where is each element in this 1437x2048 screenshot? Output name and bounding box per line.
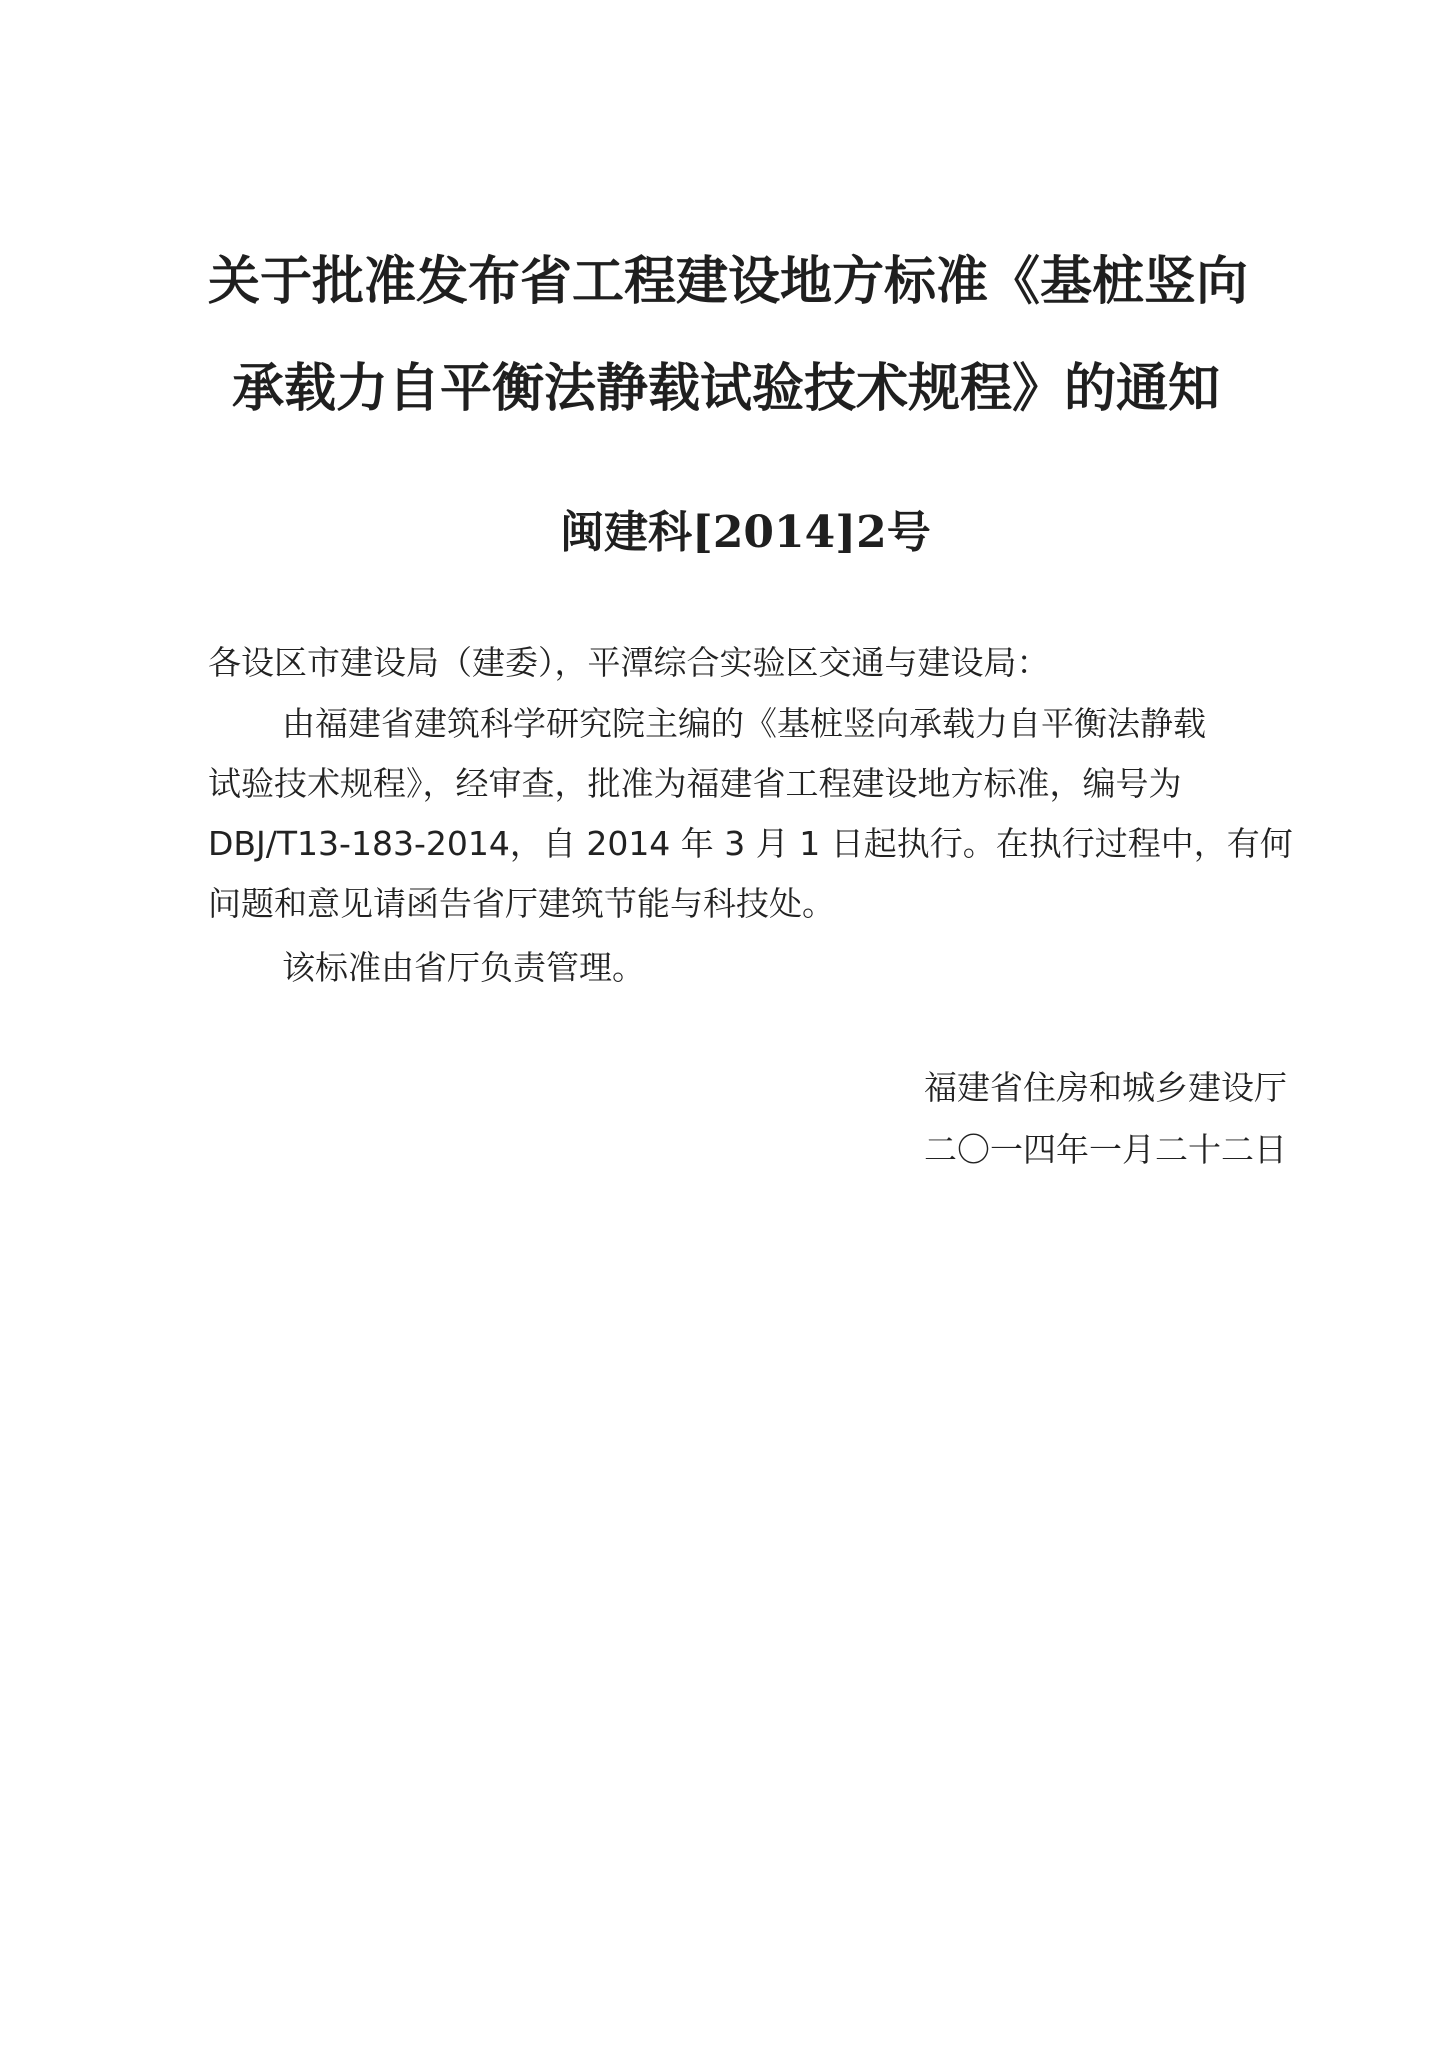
issuer-signature: 福建省住房和城乡建设厅 [924, 1068, 1287, 1107]
paragraph-1-line-4: 问题和意见请函告省厅建筑节能与科技处。 [208, 884, 835, 923]
title-line-1: 关于批准发布省工程建设地方标准《基桩竖向 [208, 252, 1249, 312]
paragraph-1-line-1: 由福建省建筑科学研究院主编的《基桩竖向承载力自平衡法静载 [282, 704, 1206, 743]
title-line-2: 承载力自平衡法静载试验技术规程》的通知 [232, 359, 1221, 419]
paragraph-1-line-3: DBJ/T13-183-2014，自 2014 年 3 月 1 日起执行。在执行过程中，有何 [208, 824, 1293, 863]
issue-date: 二〇一四年一月二十二日 [924, 1130, 1287, 1169]
document-number: 闽建科[2014]2号 [560, 507, 931, 558]
paragraph-1-line-2: 试验技术规程》，经审查，批准为福建省工程建设地方标准，编号为 [208, 764, 1182, 803]
addressee: 各设区市建设局（建委），平潭综合实验区交通与建设局： [208, 643, 1050, 682]
paragraph-2: 该标准由省厅负责管理。 [282, 948, 645, 987]
